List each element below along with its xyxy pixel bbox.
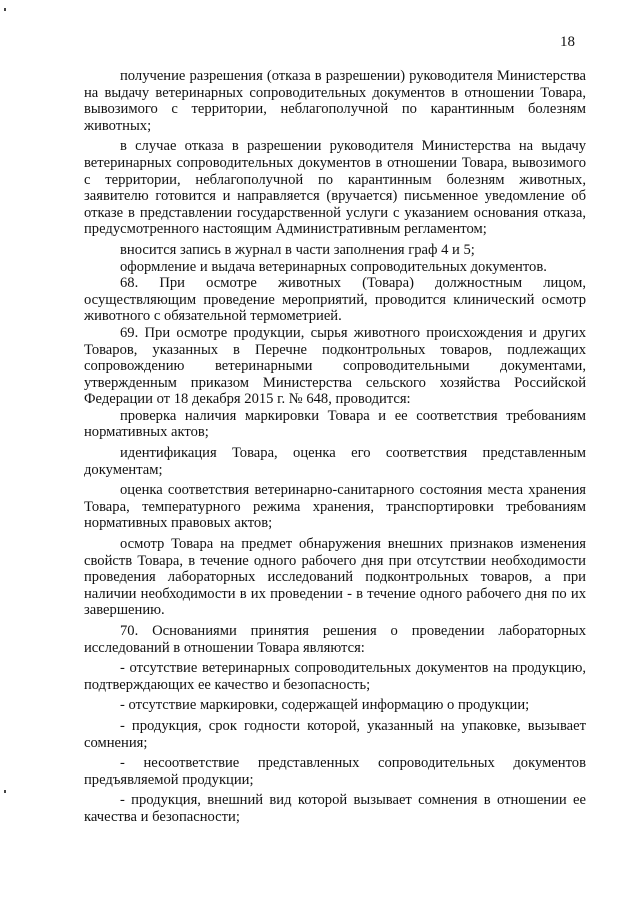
paragraph-70: 70. Основаниями принятия решения о проведении лабораторных исследований в отношении Товара являются:: [84, 623, 586, 656]
scan-edge-mark: [4, 8, 6, 11]
list-item-expiry-doubt: - продукция, срок годности которой, указанный на упаковке, вызывает сомнения;: [84, 717, 586, 751]
paragraph-refusal-notice: в случае отказа в разрешении руководителя Министерства на выдачу ветеринарных сопроводительных документов в отношении Товара, вывозимого с территории, неблагополучной по карантинным болезням животных, заявителю готовится и направляется (вручается) письменное уведомление об отказе в представлении государственной услуги с указанием основания отказа, предусмотренного настоящим Административным регламентом;: [84, 138, 586, 238]
list-item-appearance-doubt: - продукция, внешний вид которой вызывает сомнения в отношении ее качества и безопасности;: [84, 792, 586, 825]
page-number: 18: [560, 34, 575, 50]
paragraph-69: 69. При осмотре продукции, сырья животного происхождения и других Товаров, указанных в Перечне подконтрольных товаров, подлежащих сопровождению ветеринарными сопроводительными документами, утвержденным приказом Министерства сельского хозяйства Российской Федерации от 18 декабря 2015 г. № 648, проводится:: [84, 324, 586, 408]
list-item-no-marking: - отсутствие маркировки, содержащей информацию о продукции;: [120, 697, 530, 714]
list-item-document-mismatch: - несоответствие представленных сопроводительных документов предъявляемой продукции;: [84, 755, 586, 788]
paragraph-marking-check: проверка наличия маркировки Товара и ее соответствия требованиям нормативных актов;: [84, 407, 586, 441]
document-body: [84, 68, 586, 826]
list-item-no-documents: - отсутствие ветеринарных сопроводительных документов на продукцию, подтверждающих ее качество и безопасность;: [84, 660, 586, 693]
paragraph-inspection: осмотр Товара на предмет обнаружения внешних признаков изменения свойств Товара, в течение одного рабочего дня при отсутствии необходимости проведения лабораторных исследований подконтрольных товаров, а при наличии необходимости в их проведении - в течение одного рабочего дня по их завершению.: [84, 536, 586, 619]
paragraph-storage-assessment: оценка соответствия ветеринарно-санитарного состояния места хранения Товара, температурного режима хранения, транспортировки требованиям нормативных правовых актов;: [84, 482, 586, 532]
paragraph-permission: получение разрешения (отказа в разрешении) руководителя Министерства на выдачу ветеринарных сопроводительных документов в отношении Товара, вывозимого с территории, неблагополучной по карантинным болезням животных;: [84, 68, 586, 134]
paragraph-identification: идентификация Товара, оценка его соответствия представленным документам;: [84, 445, 586, 478]
paragraph-issuance: оформление и выдача ветеринарных сопроводительных документов.: [120, 258, 547, 275]
paragraph-journal-entry: вносится запись в журнал в части заполнения граф 4 и 5;: [120, 241, 475, 258]
scan-edge-mark: [4, 790, 6, 793]
paragraph-68: 68. При осмотре животных (Товара) должностным лицом, осуществляющим проведение мероприятий, проводится клинический осмотр животного с обязательной термометрией.: [84, 275, 586, 325]
